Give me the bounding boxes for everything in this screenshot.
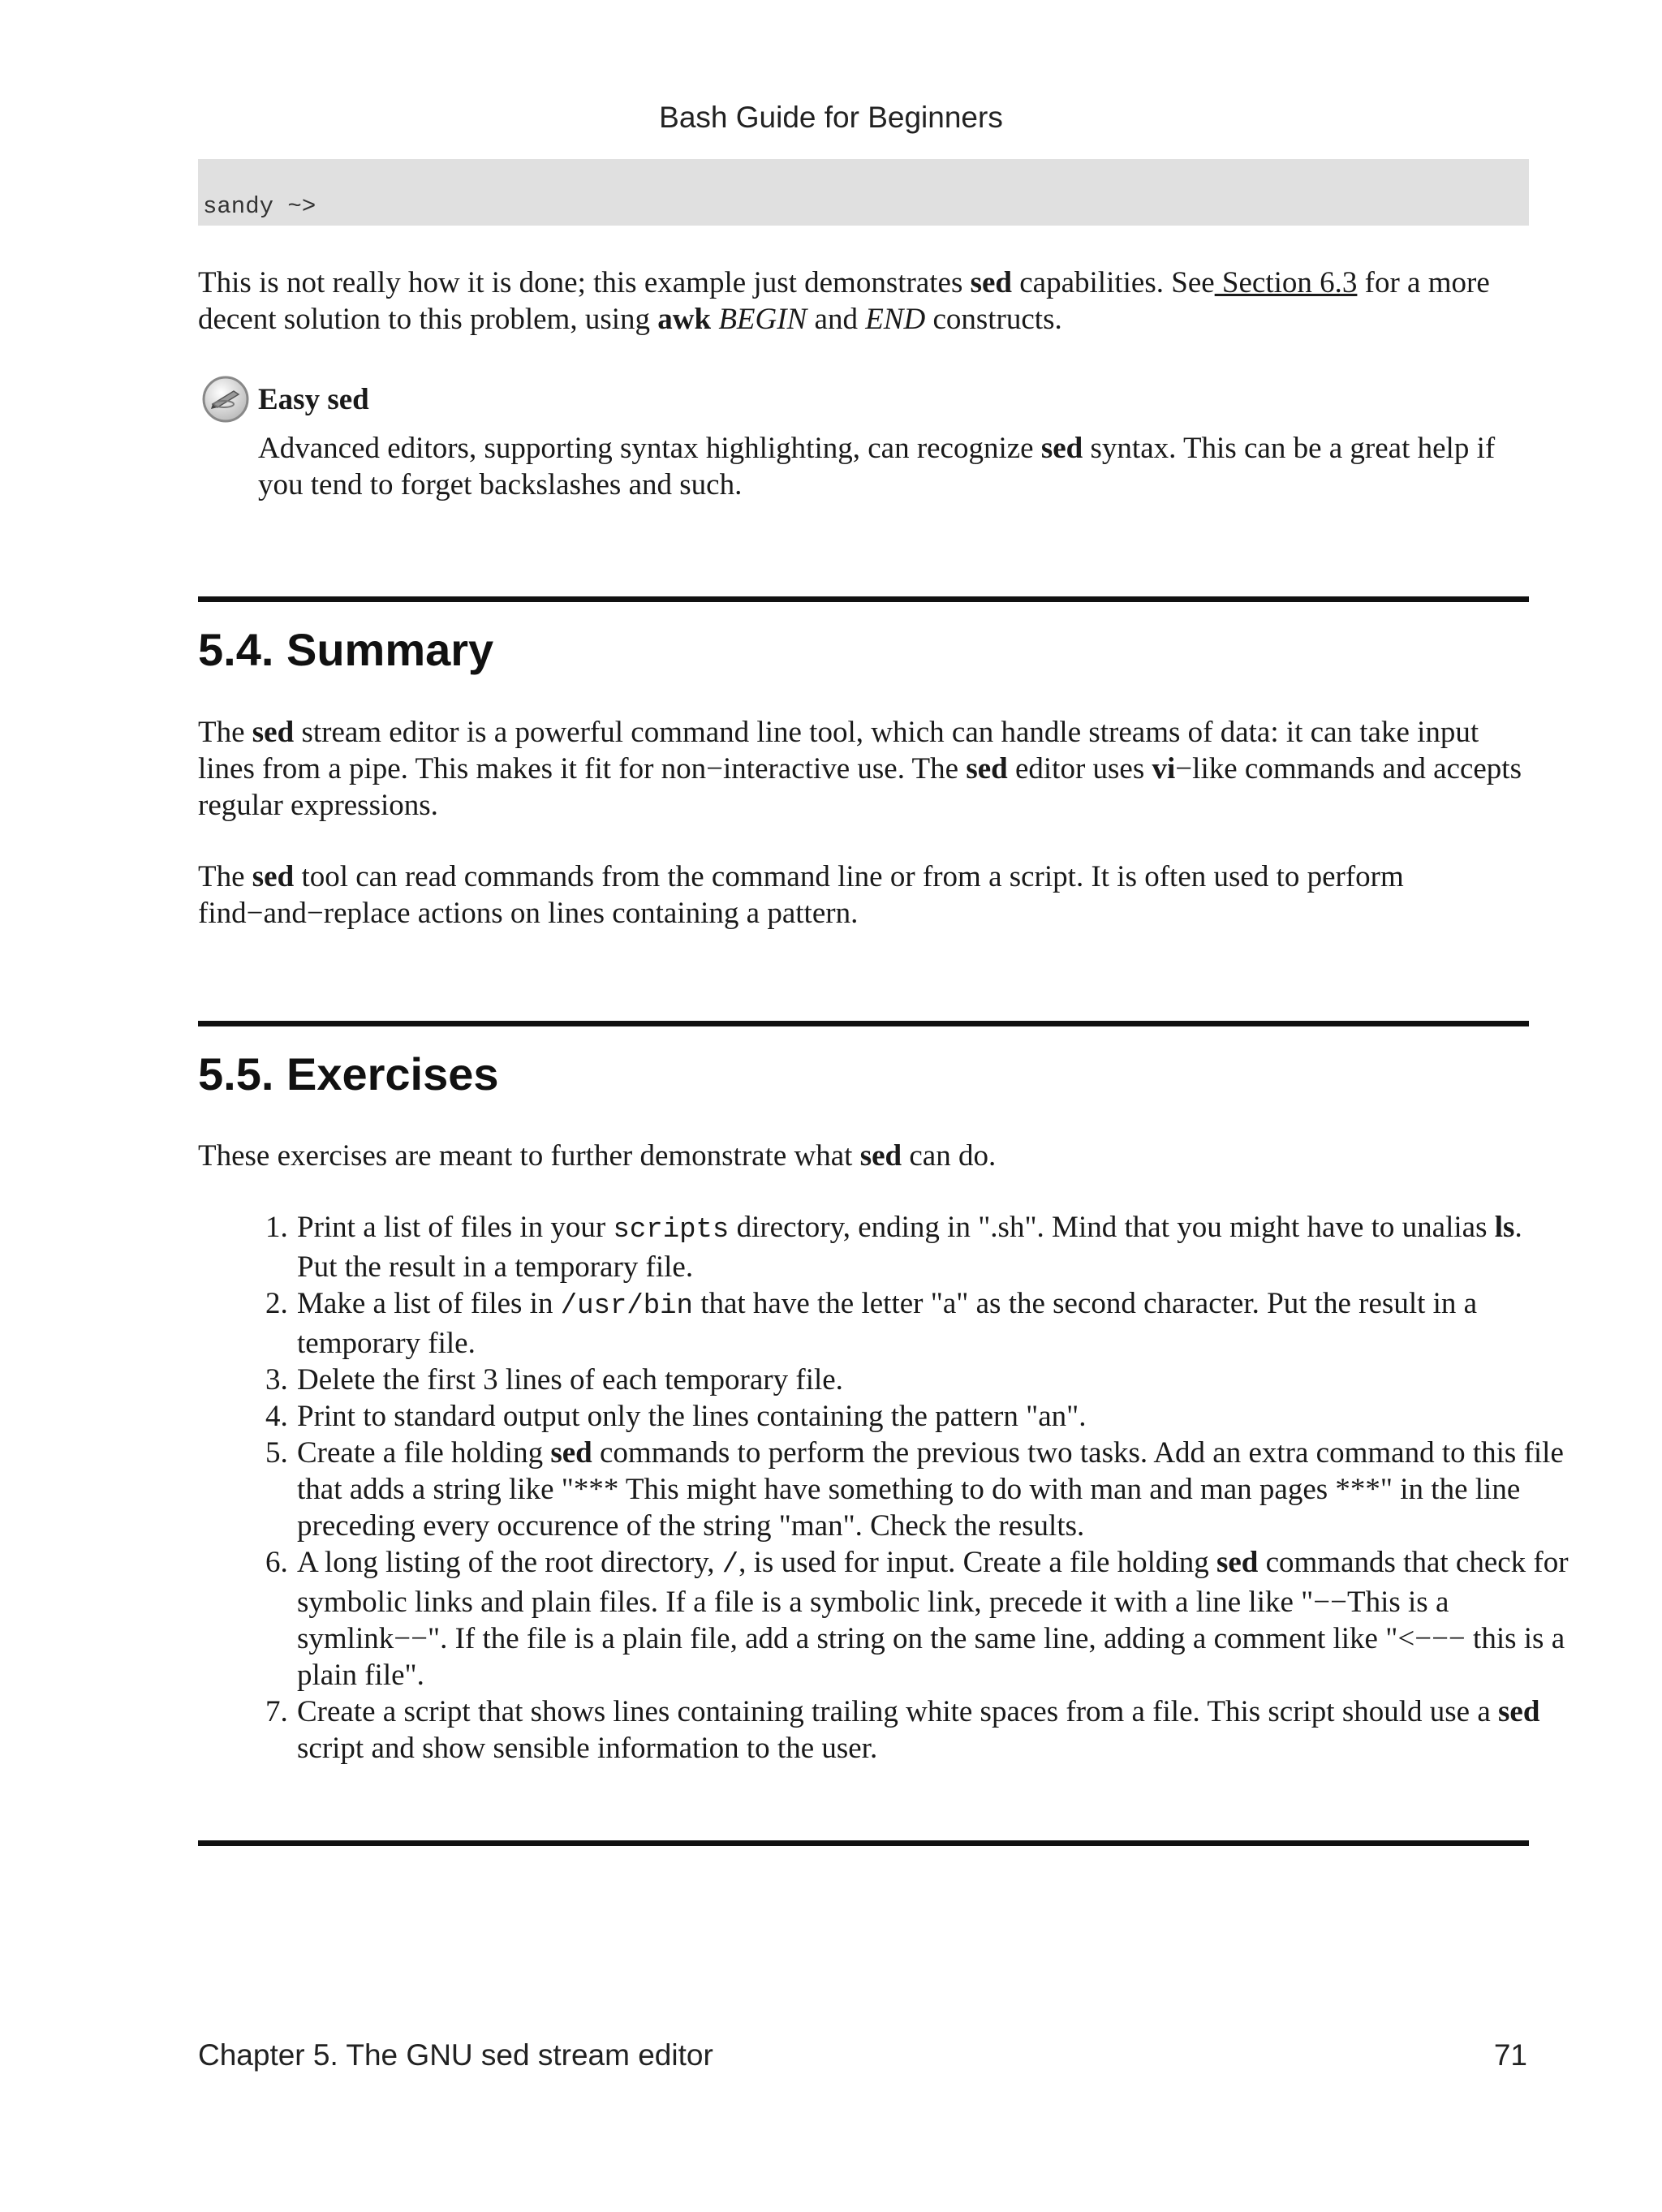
running-header: Bash Guide for Beginners [659,101,1003,134]
section-title-summary: 5.4. Summary [198,624,494,675]
note-icon [201,375,250,424]
section-title-exercises: 5.5. Exercises [198,1048,499,1100]
list-item: 1. Print a list of files in your scripts directory, ending in ".sh". Mind that you might have to unalias ls. Put the result in a temporary file. [295,1209,1569,1285]
list-item: 2. Make a list of files in /usr/bin that have the letter "a" as the second character. Put the result in a temporary file. [295,1285,1569,1362]
section-rule [198,1021,1529,1026]
list-item: 4. Print to standard output only the lines containing the pattern "an". [295,1398,1569,1435]
list-item: 3. Delete the first 3 lines of each temporary file. [295,1362,1569,1398]
footer-page-number: 71 [1493,2038,1527,2072]
note-title: Easy sed [258,383,369,416]
exercise-list [258,1209,1569,1767]
section-link[interactable]: Section 6.3 [1214,266,1358,299]
section-rule [198,596,1529,602]
footer-chapter: Chapter 5. The GNU sed stream editor [198,2038,713,2072]
list-item: 7. Create a script that shows lines containing trailing white spaces from a file. This script should use a sed script and show sensible information to the user. [295,1693,1569,1767]
exercises-intro: These exercises are meant to further demonstrate what sed can do. [198,1139,997,1173]
summary-paragraph-2: The sed tool can read commands from the command line or from a script. It is often used to perform find−and−replace actions on lines containing a pattern. [198,860,1404,930]
code-block [198,159,1529,226]
intro-paragraph: This is not really how it is done; this example just demonstrates sed capabilities. See Section 6.3 for a more decent solution to this problem, using awk BEGIN and END constructs. [198,266,1490,336]
summary-paragraph-1: The sed stream editor is a powerful command line tool, which can handle streams of data: it can take input lines from a pipe. This makes it fit for non−interactive use. The sed editor uses vi−like commands and accepts regular expressions. [198,716,1522,822]
section-rule [198,1840,1529,1846]
note-body: Advanced editors, supporting syntax highlighting, can recognize sed syntax. This can be a great help if you tend to forget backslashes and such. [258,432,1496,501]
shell-prompt: sandy ~> [203,193,316,220]
list-item: 5. Create a file holding sed commands to perform the previous two tasks. Add an extra command to this file that adds a string like "*** This might have something to do with man and man pages ***" in the line preceding every occurence of the string "man". Check the results. [295,1435,1569,1544]
list-item: 6. A long listing of the root directory, /, is used for input. Create a file holding sed commands that check for symbolic links and plain files. If a file is a symbolic link, precede it with a line like "−−This is a symlink−−". If the file is a plain file, add a string on the same line, adding a comment like "<−−− this is a plain file". [295,1544,1569,1693]
